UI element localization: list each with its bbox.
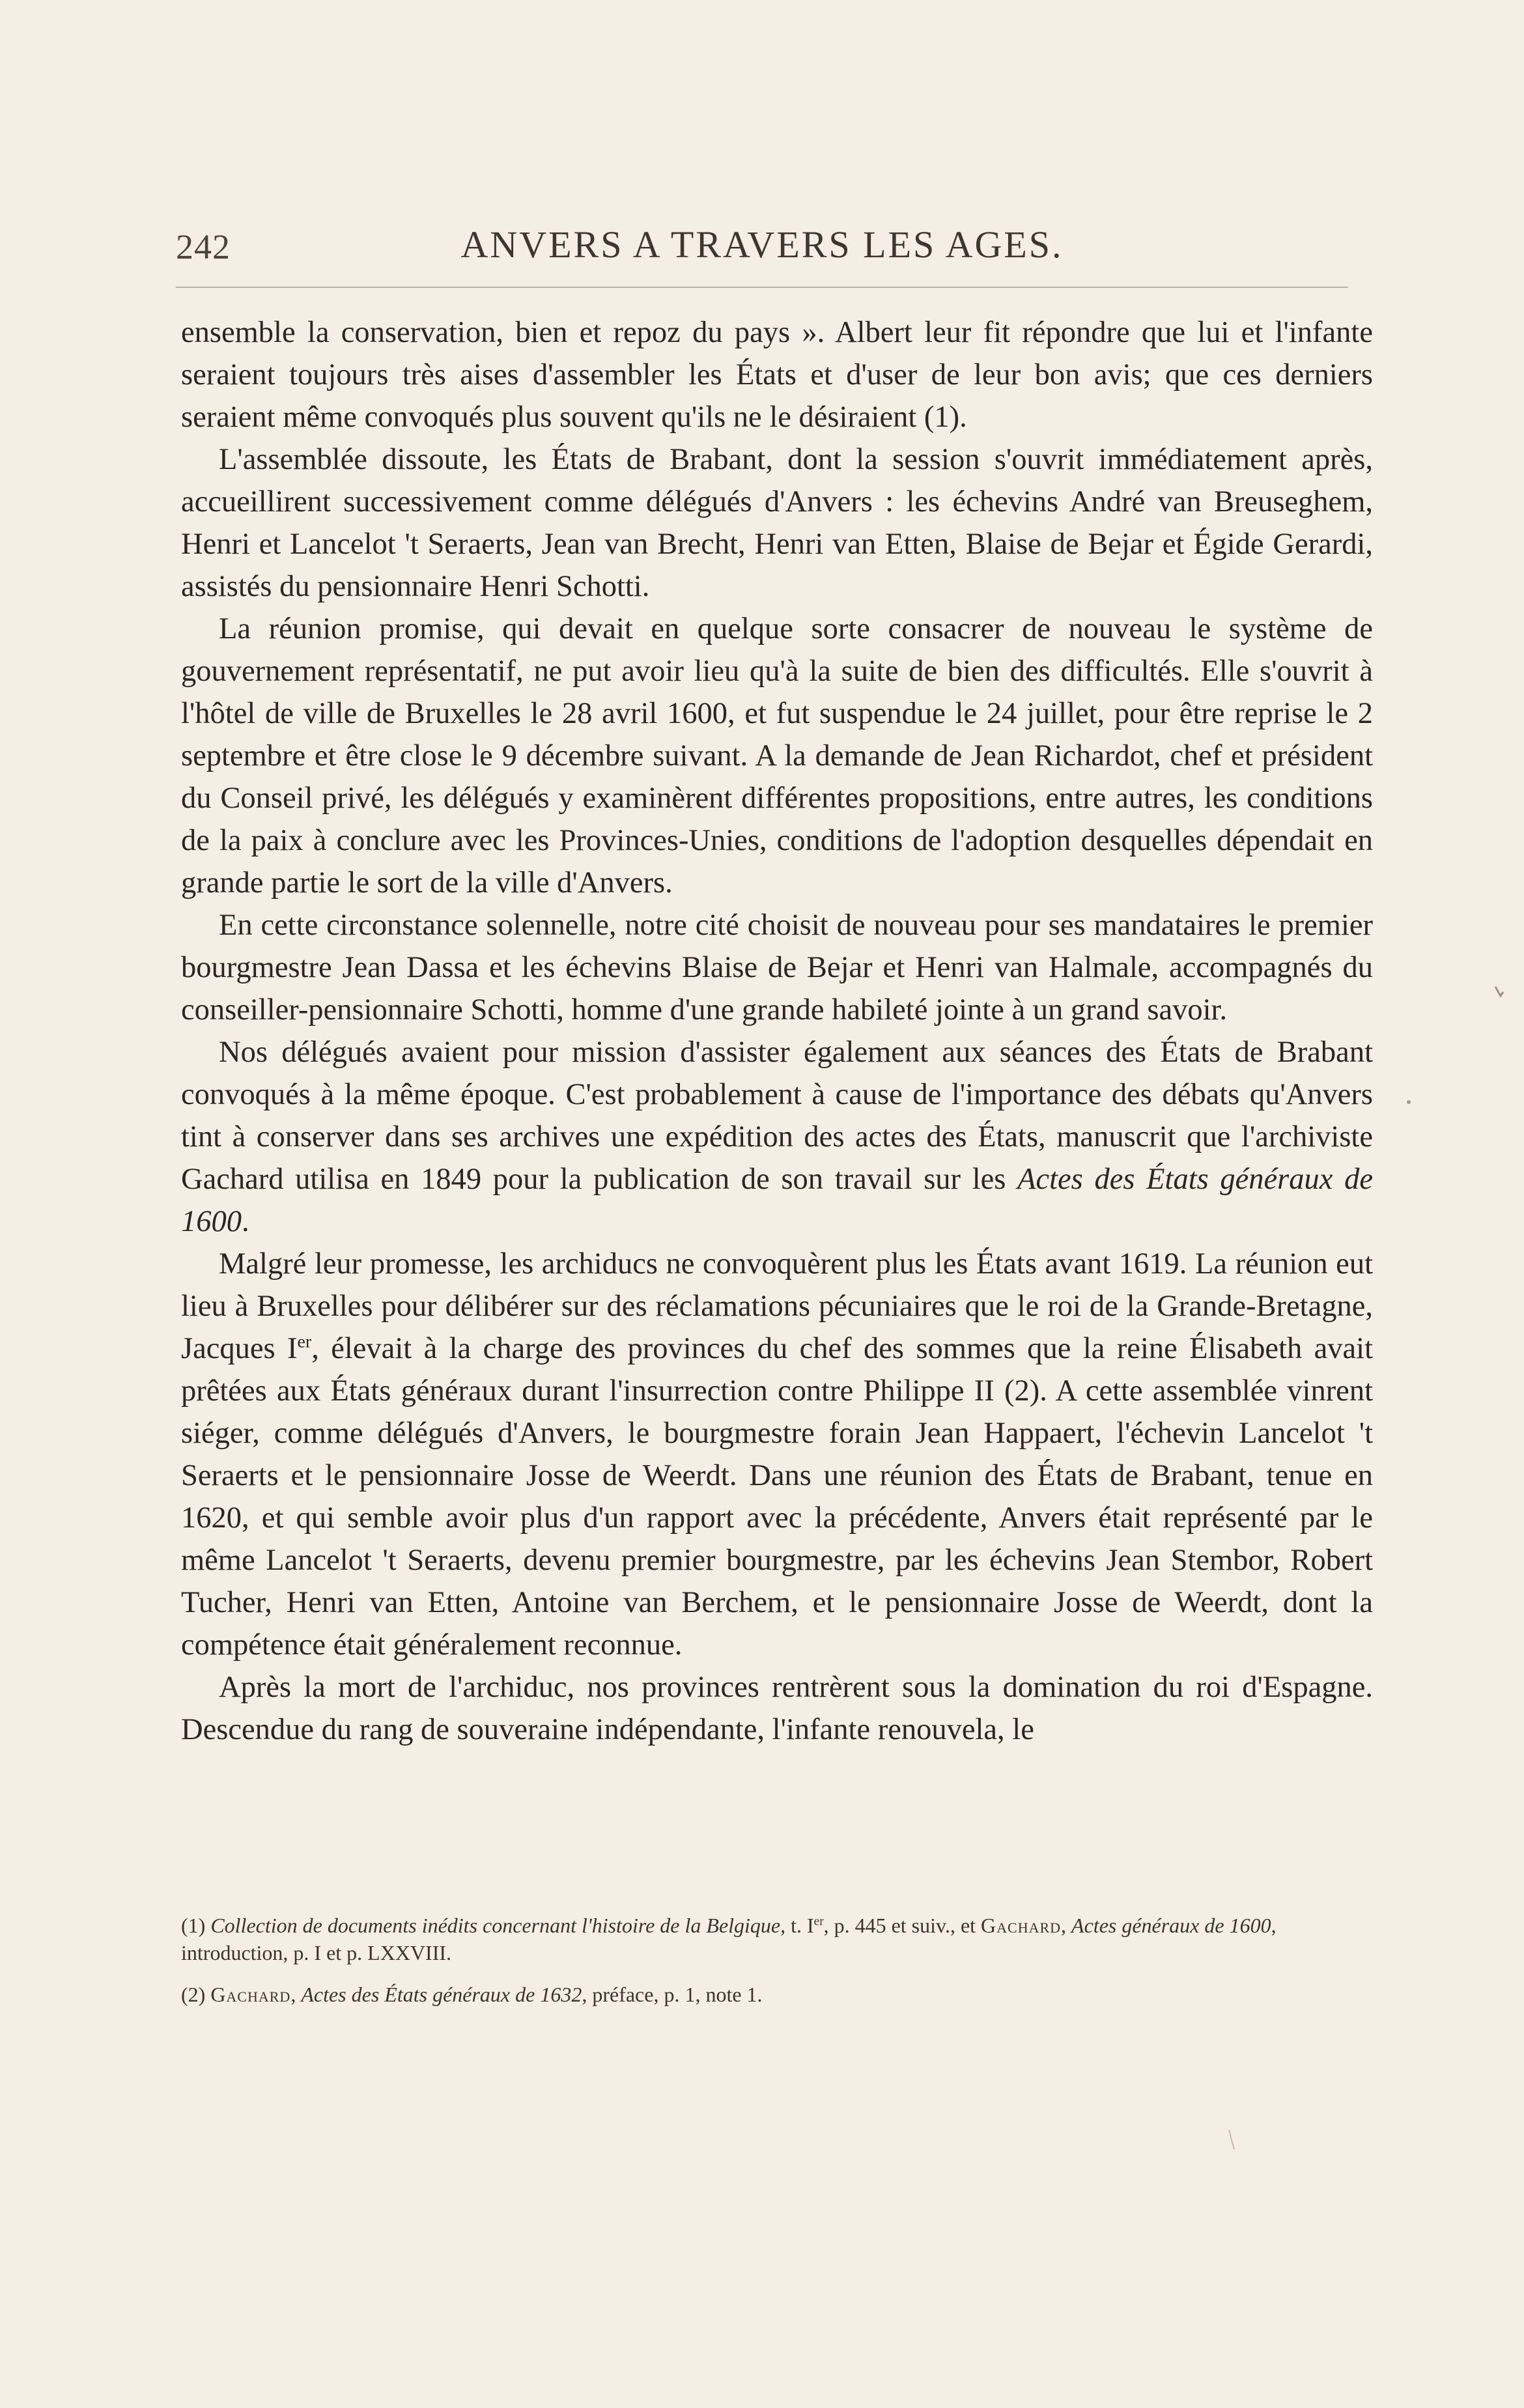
footnote-text: , p. 445 et suiv., et <box>823 1914 981 1937</box>
footnote-text: , t. I <box>780 1914 814 1937</box>
superscript: er <box>813 1914 824 1929</box>
paragraph <box>181 904 1373 1031</box>
paragraph-text: , élevait à la charge des provinces du chef des sommes que la reine Élisabeth avait prêtées aux États généraux durant l'insurrection contre Philippe II (2). A cette assemblée vinrent siéger, comme délégués d'Anvers, le bourgmestre forain Jean Happaert, l'échevin Lancelot 't Seraerts et le pensionnaire Josse de Weerdt. Dans une réunion des États de Brabant, tenue en 1620, et qui semble avoir plus d'un rapport avec la précédente, Anvers était représenté par le même Lancelot 't Seraerts, devenu premier bourgmestre, par les échevins Jean Stembor, Robert Tucher, Henri van Etten, Antoine van Berchem, et le pensionnaire Josse de Weerdt, dont la compétence était généralement reconnue. <box>181 1332 1373 1662</box>
page-number: 242 <box>176 227 231 266</box>
paragraph-text: Nos délégués avaient pour mission d'assister également aux séances des États de Brabant convoqués à la même époque. C'est probablement à cause de l'importance des débats qu'Anvers tint à conserver dans ses archives une expédition des actes des États, manuscrit que l'archiviste Gachard utilisa en 1849 pour la publication de son travail sur les <box>181 1036 1373 1196</box>
superscript: er <box>297 1331 312 1352</box>
paragraph <box>181 311 1373 438</box>
footnote-title: Actes des États généraux de 1632 <box>301 1983 582 2006</box>
work-title: Actes des États généraux de 1600 <box>181 1163 1373 1238</box>
paragraph <box>181 1243 1373 1666</box>
paragraph-text: En cette circonstance solennelle, notre cité choisit de nouveau pour ses mandataires le premier bourgmestre Jean Dassa et les échevins Blaise de Bejar et Henri van Halmale, accompagnés du conseiller-pensionnaire Schotti, homme d'une grande habileté jointe à un grand savoir. <box>181 909 1373 1027</box>
author-name: Gachard <box>981 1914 1062 1937</box>
paragraph <box>181 438 1373 608</box>
paragraph <box>181 608 1373 904</box>
paragraph <box>181 1031 1373 1243</box>
paragraph-text: ensemble la conservation, bien et repoz du pays ». Albert leur fit répondre que lui et l'infante seraient toujours très aises d'assembler les États et d'user de leur bon avis; que ces derniers seraient même convoqués plus souvent qu'ils ne le désiraient (1). <box>181 316 1373 434</box>
footnote-marker: (2) <box>181 1983 211 2006</box>
paragraph-text: Après la mort de l'archiduc, nos provinces rentrèrent sous la domination du roi d'Espagne. Descendue du rang de souveraine indépendante, l'infante renouvela, le <box>181 1671 1373 1746</box>
body-text <box>181 311 1373 1751</box>
footnote-1 <box>181 1912 1373 1966</box>
paragraph-text: . <box>242 1205 249 1238</box>
footnote-title: Actes généraux de 1600 <box>1071 1914 1271 1937</box>
footnote-text: , <box>290 1983 302 2006</box>
footnote-title: Collection de documents inédits concernant l'histoire de la Belgique <box>210 1914 781 1937</box>
footnote-text: , préface, p. 1, note 1. <box>582 1983 763 2006</box>
paragraph <box>181 1666 1373 1751</box>
paragraph-text: La réunion promise, qui devait en quelque sorte consacrer de nouveau le système de gouvernement représentatif, ne put avoir lieu qu'à la suite de bien des difficultés. Elle s'ouvrit à l'hôtel de ville de Bruxelles le 28 avril 1600, et fut suspendue le 24 juillet, pour être reprise le 2 septembre et être close le 9 décembre suivant. A la demande de Jean Richardot, chef et président du Conseil privé, les délégués y examinèrent différentes propositions, entre autres, les conditions de la paix à conclure avec les Provinces-Unies, conditions de l'adoption desquelles dépendait en grande partie le sort de la ville d'Anvers. <box>181 612 1373 899</box>
footnote-text: , <box>1061 1914 1072 1937</box>
footnote-marker: (1) <box>181 1914 211 1937</box>
paragraph-text: Malgré leur promesse, les archiducs ne convoquèrent plus les États avant 1619. La réunion eut lieu à Bruxelles pour délibérer sur des réclamations pécuniaires que le roi de la Grande-Bretagne, Jacques I <box>181 1247 1373 1365</box>
author-name: Gachard <box>210 1983 291 2006</box>
paragraph-text: L'assemblée dissoute, les États de Brabant, dont la session s'ouvrit immédiatement après, accueillirent successivement comme délégués d'Anvers : les échevins André van Breuseghem, Henri et Lancelot 't Seraerts, Jean van Brecht, Henri van Etten, Blaise de Bejar et Égide Gerardi, assistés du pensionnaire Henri Schotti. <box>181 443 1373 603</box>
header-rule <box>176 287 1348 288</box>
footnote-2 <box>181 1981 1373 2008</box>
footnotes <box>181 1912 1373 2022</box>
page-header <box>176 223 1348 275</box>
footnote-text: , introduction, p. I et p. LXXVIII. <box>181 1914 1277 1964</box>
running-title: ANVERS A TRAVERS LES AGES. <box>460 223 1064 266</box>
